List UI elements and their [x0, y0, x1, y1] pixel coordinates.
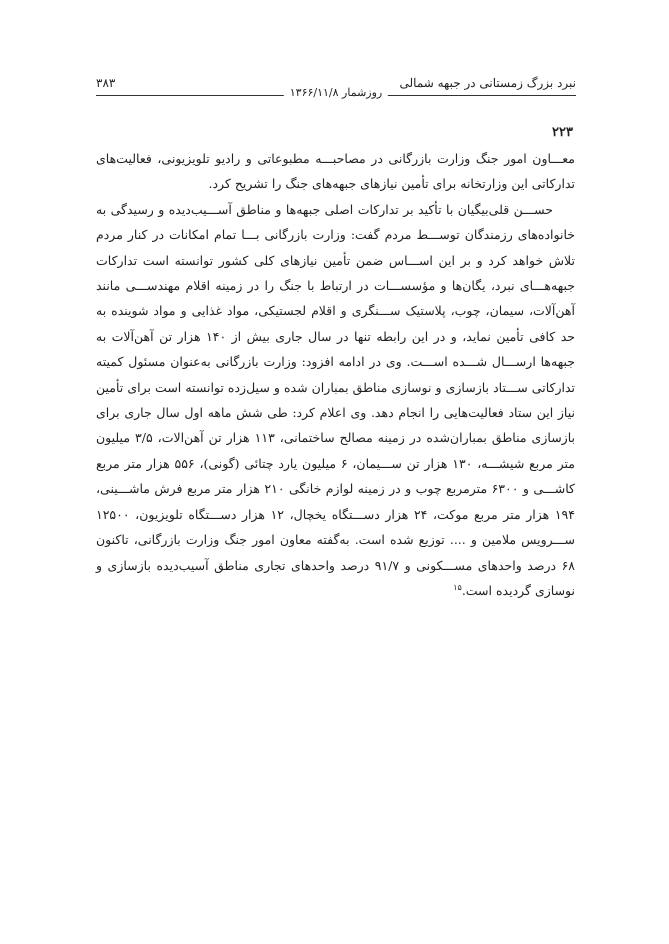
paragraph: معـــاون امور جنگ وزارت بازرگانی در مصاحبـــه مطبوعاتی و رادیو تلویزیونی، فعالیت‌های تدارکاتی این وزارتخانه برای تأمین نیازهای جبهه‌های جنگ را تشریح کرد. — [96, 151, 575, 192]
paragraph-text: حســـن قلی‌بیگیان با تأکید بر تدارکات اصلی جبهه‌ها و مناطق آســـیب‌دیده و رسیدگی به خانواده‌های رزمندگان توســـط مردم گفت: وزارت بازرگانی بـــا تمام امکانات در کنار مردم تلاش خواهد کرد و بر این اســـاس ضمن تأمین نیازهای کلی کشور توانسته است تدارکات جبهه‌هـــای نبرد، یگان‌ها و مؤسســـات در ارتباط با جنگ را در زمینه اقلام مهندســـی مانند آهن‌آلات، سیمان، چوب، پلاستیک ســـنگری و اقلام لجستیکی، مواد غذایی و مواد شوینده به حد کافی تأمین نماید، و در این رابطه تنها در سال جاری بیش از ۱۴۰ هزار تن آهن‌آلات به جبهه‌ها ارســـال شـــده اســـت. وی در ادامه افزود: وزارت بازرگانی به‌عنوان مسئول کمیته تدارکاتی ســـتاد بازسازی و نوسازی مناطق بمباران شده و سیل‌زده توانسته است برای تأمین نیاز این ستاد فعالیت‌هایی را انجام دهد. وی اعلام کرد: طی شش ماهه اول سال جاری برای بازسازی مناطق بمباران‌شده در زمینه مصالح ساختمانی، ۱۱۳ هزار تن آهن‌الات، ۳/۵ میلیون متر مربع شیشـــه، ۱۳۰ هزار تن ســـیمان، ۶ میلیون یارد چتائی (گونی)، ۵۵۶ هزار متر مربع کاشـــی و ۶۳۰۰ مترمربع چوب و در زمینه لوازم خانگی ۲۱۰ هزار متر مربع فرش ماشـــینی، ۱۹۴ هزار متر مربع موکت، ۲۴ هزار دســـتگاه یخچال، ۱۲ هزار دســـتگاه تلویزیون، ۱۲۵۰۰ ســـرویس ملامین و .... توزیع شده است. به‌گفته معاون امور جنگ وزارت بازرگانی، تاکنون ۶۸ درصد واحدهای مســـکونی و ۹۱/۷ درصد واحدهای تجاری مناطق آسیب‌دیده بازسازی و نوسازی گردیده است. — [96, 201, 576, 598]
paragraph — [96, 197, 575, 604]
running-title: نبرد بزرگ زمستانی در جبهه شمالی — [399, 76, 576, 90]
entry-number: ۲۲۳ — [552, 125, 573, 140]
entry-body — [96, 146, 575, 603]
diary-date: روزشمار ۱۳۶۶/۱۱/۸ — [284, 86, 388, 99]
page-header — [96, 76, 576, 98]
footnote-reference[interactable]: ۱۵ — [453, 582, 462, 592]
page-number: ۳۸۳ — [96, 76, 116, 90]
